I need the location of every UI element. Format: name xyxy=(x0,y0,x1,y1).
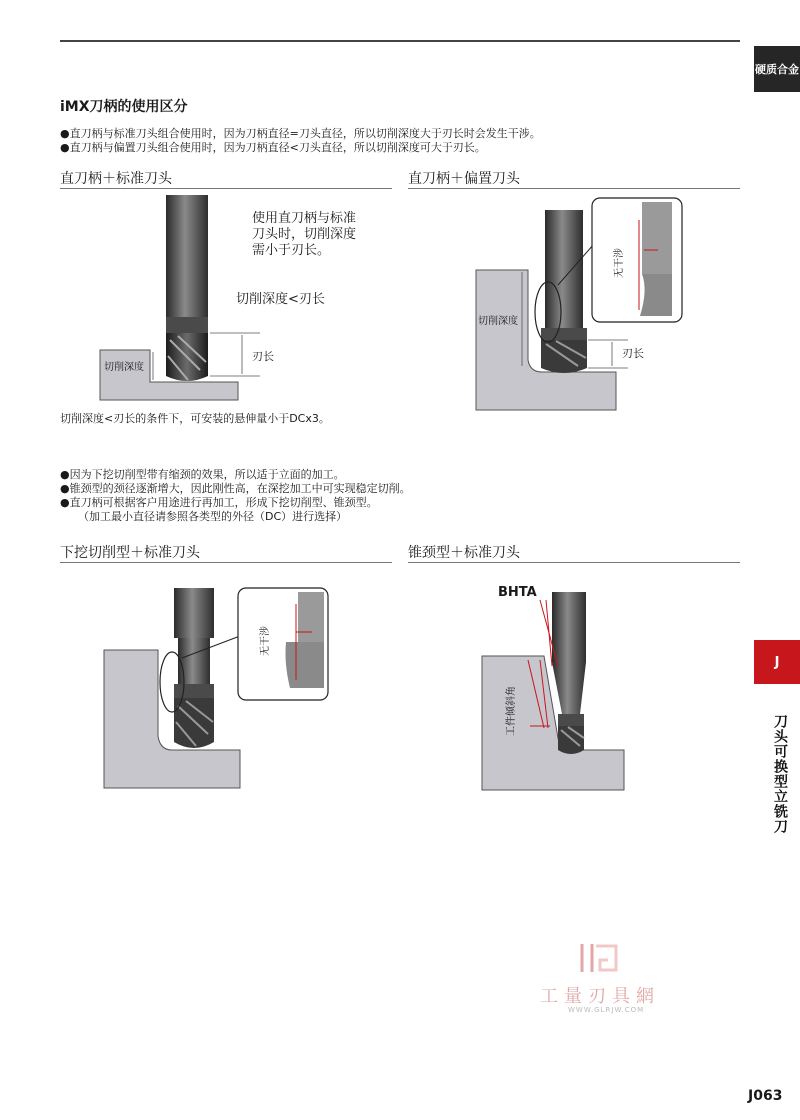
section-vertical-label: 刀头可换型立铣刀 xyxy=(772,714,788,834)
watermark-text: 工量刃具網 xyxy=(540,986,660,1007)
section-rule xyxy=(60,188,392,189)
edge-length-label: 刃长 xyxy=(622,347,644,360)
section-title-undercut-standard: 下挖切削型＋标准刀头 xyxy=(60,545,200,561)
section-title-straight-offset: 直刀柄＋偏置刀头 xyxy=(408,171,520,187)
bullet-mid-2: ●锥颈型的颈径逐渐增大，因此刚性高，在深挖加工中可实现稳定切削。 xyxy=(60,482,411,495)
section-letter-tab: J xyxy=(754,640,800,684)
edge-length-label: 刃长 xyxy=(252,350,274,363)
watermark-url: WWW.GLRJW.COM xyxy=(568,1006,645,1014)
workpiece-slope-label: 工件倾斜角 xyxy=(506,686,517,736)
cut-depth-label: 切削深度 xyxy=(478,316,518,327)
section-rule xyxy=(408,562,740,563)
no-interference-label: 无干涉 xyxy=(614,248,625,278)
note-line-3: 需小于刃长。 xyxy=(252,243,331,258)
note-line-2: 刀头时，切削深度 xyxy=(252,227,357,242)
note-line-1: 使用直刀柄与标准 xyxy=(252,211,357,226)
bullet-top-2: ●直刀柄与偏置刀头组合使用时，因为刀柄直径<刀头直径，所以切削深度可大于刃长。 xyxy=(60,141,486,154)
page-number: J063 xyxy=(748,1088,783,1104)
section-title-straight-standard: 直刀柄＋标准刀头 xyxy=(60,171,172,187)
header-rule xyxy=(60,40,740,42)
bullet-top-1: ●直刀柄与标准刀头组合使用时，因为刀柄直径=刀头直径，所以切削深度大于刃长时会发生干涉。 xyxy=(60,127,541,140)
section-rule xyxy=(60,562,392,563)
figure-straight-offset xyxy=(408,190,740,415)
figure-caption: 切削深度<刃长的条件下，可安装的悬伸量小于DCx3。 xyxy=(60,412,330,425)
figure-undercut-standard xyxy=(60,570,392,795)
page-title: iMX刀柄的使用区分 xyxy=(60,99,188,115)
cut-depth-label: 切削深度 xyxy=(104,362,144,373)
condition-label: 切削深度<刃长 xyxy=(236,292,325,307)
category-tab: 硬质合金 xyxy=(754,46,800,92)
figure-taper-standard xyxy=(408,570,740,795)
bullet-mid-1: ●因为下挖切削型带有缩颈的效果，所以适于立面的加工。 xyxy=(60,468,345,481)
bullet-mid-3: ●直刀柄可根据客户用途进行再加工，形成下挖切削型、锥颈型。 xyxy=(60,496,378,509)
section-rule xyxy=(408,188,740,189)
figure-straight-standard xyxy=(60,190,392,410)
no-interference-label: 无干涉 xyxy=(260,626,271,656)
section-title-taper-standard: 锥颈型＋标准刀头 xyxy=(408,545,520,561)
bullet-mid-4: （加工最小直径请参照各类型的外径（DC）进行选择） xyxy=(78,510,348,523)
bhta-label: BHTA xyxy=(498,585,537,600)
watermark-logo-icon xyxy=(578,940,622,976)
